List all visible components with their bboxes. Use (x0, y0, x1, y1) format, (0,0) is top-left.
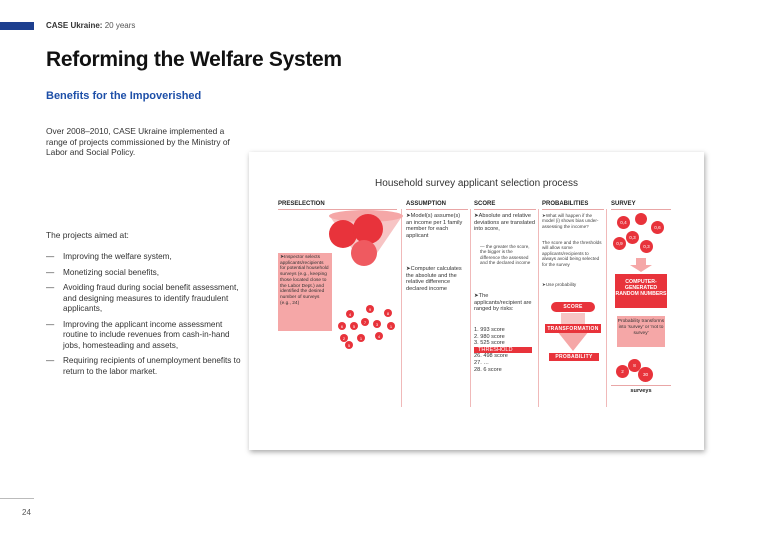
aim-text: Requiring recipients of unemployment benefits to return to the labor market. (63, 356, 241, 376)
applicant-dot: 8 (384, 309, 392, 317)
header-org: CASE Ukraine: (46, 21, 103, 30)
column-rule (542, 209, 604, 210)
threshold-bar: THRESHOLD (474, 347, 532, 354)
dash-icon: — (46, 283, 55, 292)
score-ranking (474, 327, 536, 373)
column-rule (406, 209, 468, 210)
intro-paragraph: Over 2008–2010, CASE Ukraine implemented a range of projects commissioned by the Ministry of Labor and Social Policy. (46, 126, 230, 157)
down-arrow-icon (626, 258, 656, 272)
surveys-label: surveys (630, 388, 652, 394)
diagram-title: Household survey applicant selection process (375, 178, 578, 189)
column-header-assumption: ASSUMPTION (406, 201, 447, 207)
page-subtitle: Benefits for the Impoverished (46, 90, 202, 102)
applicant-dot: 7 (361, 318, 369, 326)
aim-item (46, 268, 246, 279)
aim-item (46, 356, 246, 377)
aim-text: Improving the applicant income assessment routine to include revenues from cash-in-hand jobs, homesteading and assets, (63, 319, 230, 350)
inspector-note: ➤Inspector selects applicants/recipients for potential household surveys (e.g., keeping those located close to the Labor Dept.) and identified the desired number of surveys (e.g., 24) (278, 253, 332, 331)
transformation-arrow (557, 313, 589, 353)
aim-text: Avoiding fraud during social benefit assessment, and designing measures to identify fraudulent applicants, (63, 283, 239, 313)
header-accent-bar (0, 22, 34, 30)
dash-icon: — (46, 252, 55, 261)
probability-label: PROBABILITY (549, 353, 599, 361)
aims-list (46, 252, 246, 382)
dash-icon: — (46, 267, 55, 277)
probability-dot (635, 213, 647, 225)
funnel-circle (351, 240, 377, 266)
score-row: 28. 6 score (474, 366, 502, 373)
assumption-text-2: ➤Computer calculates the absolute and the relative difference declared income (406, 266, 462, 292)
column-rule (611, 209, 671, 210)
applicant-dot: 3 (373, 320, 381, 328)
probabilities-question: ➤What will happen if the model (i) shows bias under-assessing the income? (542, 213, 599, 229)
dash-icon: — (46, 356, 55, 365)
aims-heading: The projects aimed at: (46, 230, 129, 240)
header-years: 20 years (104, 21, 136, 30)
assumption-text-1: ➤Model(s) assume(s) an income per 1 family member for each applicant (406, 213, 463, 239)
column-divider (538, 209, 539, 407)
aim-item (46, 320, 246, 352)
score-pill: SCORE (551, 302, 595, 312)
running-header (46, 21, 135, 30)
probabilities-use: ➤Use probability (542, 282, 577, 287)
score-row: 1. 993 score (474, 327, 505, 333)
applicant-dot: 2 (340, 334, 348, 342)
column-header-survey: SURVEY (611, 201, 636, 207)
score-row: 2. 980 score (474, 333, 505, 340)
selected-dot: 30 (638, 367, 653, 382)
probability-dot: 0,3 (626, 231, 639, 244)
aim-item (46, 283, 246, 315)
selected-dot: 8 (628, 359, 641, 372)
probability-transform-box: Probability transforms into 'survey' or 'not to survey' (617, 316, 665, 347)
probabilities-explanation: The score and the thresholds will allow some applicants/recipients to always avoid being selected for the survey (542, 240, 602, 267)
applicant-dot: 5 (350, 322, 358, 330)
applicant-dot: 9 (366, 305, 374, 313)
aim-text: Monetizing social benefits, (63, 267, 160, 277)
applicant-dot: 5 (345, 341, 353, 349)
probability-dot: 0,6 (651, 221, 664, 234)
diagram-card (249, 152, 704, 450)
page-number: 24 (22, 508, 31, 517)
random-numbers-box: COMPUTER-GENERATED RANDOM NUMBERS (615, 274, 667, 308)
applicant-dot: 4 (346, 310, 354, 318)
score-row: 26. 498 score (474, 353, 508, 360)
selected-dot: 2 (616, 365, 629, 378)
applicant-dot: 1 (387, 322, 395, 330)
score-text-1: ➤Absolute and relative deviations are translated into score, (474, 213, 535, 233)
column-header-score: SCORE (474, 201, 496, 207)
dash-icon: — (46, 319, 55, 329)
applicant-dot: 6 (338, 322, 346, 330)
score-text-2: ➤The applicants/recipient are ranged by risks: (474, 293, 532, 313)
column-header-preselection: PRESELECTION (278, 201, 325, 207)
applicant-dot: 1 (357, 334, 365, 342)
surveys-rule (611, 385, 671, 386)
probability-dot: 0,9 (613, 237, 626, 250)
column-rule (474, 209, 536, 210)
applicant-dot: 4 (375, 332, 383, 340)
footer-rule (0, 498, 34, 499)
score-note: — the greater the score, the bigger is the difference the assessed and the declared income (480, 244, 531, 266)
aim-item (46, 252, 246, 263)
column-header-probabilities: PROBABILITIES (542, 201, 589, 207)
score-row: 3. 525 score (474, 340, 505, 347)
probability-dot: 0,4 (617, 216, 630, 229)
aim-text: Improving the welfare system, (63, 252, 172, 261)
column-divider (470, 209, 471, 407)
transformation-label: TRANSFORMATION (545, 324, 601, 333)
funnel-circle (353, 214, 383, 244)
probability-dot: 0,3 (640, 240, 653, 253)
page-title: Reforming the Welfare System (46, 48, 342, 71)
column-divider (606, 209, 607, 407)
score-row: 27. … (474, 359, 489, 366)
